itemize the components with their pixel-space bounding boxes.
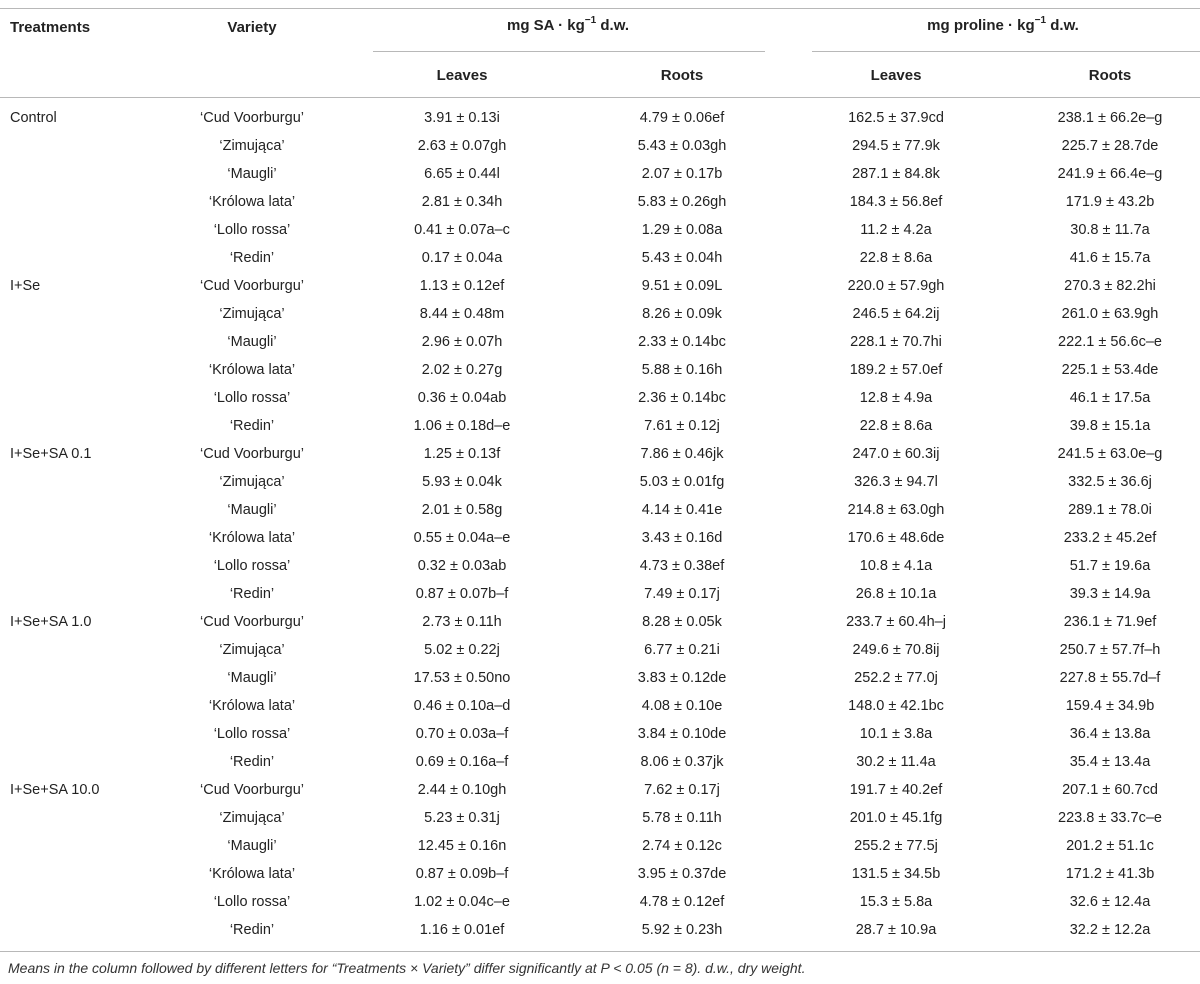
variety-cell: ‘Redin’	[229, 418, 275, 434]
variety-cell: ‘Redin’	[229, 922, 275, 938]
sa-leaves-cell: 3.91 ± 0.13i	[424, 110, 500, 126]
proline-roots-cell: 41.6 ± 15.7a	[1069, 250, 1151, 266]
sa-roots-cell: 3.84 ± 0.10de	[637, 726, 727, 742]
treatment-label: I+Se	[10, 278, 41, 294]
proline-leaves-cell: 326.3 ± 94.7l	[854, 474, 938, 490]
proline-roots-cell: 233.2 ± 45.2ef	[1063, 530, 1157, 546]
variety-cell: ‘Maugli’	[227, 838, 277, 854]
sa-leaves-cell: 2.63 ± 0.07gh	[417, 138, 507, 154]
sa-leaves-cell: 5.23 ± 0.31j	[424, 810, 500, 826]
sa-leaves-cell: 1.13 ± 0.12ef	[419, 278, 505, 294]
variety-cell: ‘Królowa lata’	[208, 194, 296, 210]
proline-leaves-cell: 246.5 ± 64.2ij	[852, 306, 940, 322]
proline-roots-cell: 270.3 ± 82.2hi	[1064, 278, 1156, 294]
sa-leaves-cell: 0.87 ± 0.07b–f	[415, 586, 509, 602]
sa-roots-cell: 5.43 ± 0.03gh	[637, 138, 727, 154]
variety-cell: ‘Królowa lata’	[208, 866, 296, 882]
variety-cell: ‘Maugli’	[227, 670, 277, 686]
proline-roots-cell: 241.9 ± 66.4e–g	[1057, 166, 1163, 182]
sa-group-rule	[373, 51, 765, 52]
proline-leaves-cell: 28.7 ± 10.9a	[855, 922, 937, 938]
variety-cell: ‘Zimująca’	[219, 810, 285, 826]
sa-leaves-cell: 2.96 ± 0.07h	[421, 334, 503, 350]
proline-roots-cell: 225.7 ± 28.7de	[1061, 138, 1159, 154]
proline-roots-cell: 46.1 ± 17.5a	[1069, 390, 1151, 406]
proline-roots-cell: 171.2 ± 41.3b	[1065, 866, 1155, 882]
sa-roots-cell: 4.08 ± 0.10e	[641, 698, 723, 714]
variety-cell: ‘Królowa lata’	[208, 362, 296, 378]
top-rule	[0, 8, 1200, 9]
variety-cell: ‘Cud Voorburgu’	[200, 278, 304, 294]
proline-roots-cell: 51.7 ± 19.6a	[1069, 558, 1151, 574]
header-proline-group: mg proline · $kg^{-1}$ d.w.	[927, 15, 1079, 34]
proline-leaves-cell: 170.6 ± 48.6de	[847, 530, 945, 546]
sa-leaves-cell: 5.02 ± 0.22j	[424, 642, 500, 658]
sa-leaves-cell: 1.16 ± 0.01ef	[419, 922, 505, 938]
sa-roots-cell: 5.43 ± 0.04h	[641, 250, 723, 266]
proline-leaves-cell: 228.1 ± 70.7hi	[850, 334, 942, 350]
proline-leaves-cell: 294.5 ± 77.9k	[852, 138, 940, 154]
variety-cell: ‘Cud Voorburgu’	[200, 614, 304, 630]
sa-roots-cell: 3.95 ± 0.37de	[637, 866, 727, 882]
table-bottom-rule	[0, 951, 1200, 952]
proline-leaves-cell: 189.2 ± 57.0ef	[849, 362, 943, 378]
sa-leaves-cell: 5.93 ± 0.04k	[422, 474, 502, 490]
proline-leaves-cell: 131.5 ± 34.5b	[851, 866, 941, 882]
proline-roots-cell: 30.8 ± 11.7a	[1070, 222, 1150, 238]
header-sa-group: mg SA · $kg^{-1}$ d.w.	[507, 15, 629, 34]
sa-leaves-cell: 1.02 ± 0.04c–e	[414, 894, 510, 910]
sa-leaves-cell: 0.55 ± 0.04a–e	[413, 530, 511, 546]
variety-cell: ‘Królowa lata’	[208, 530, 296, 546]
proline-roots-cell: 159.4 ± 34.9b	[1065, 698, 1155, 714]
sa-leaves-cell: 1.25 ± 0.13f	[423, 446, 501, 462]
proline-leaves-cell: 22.8 ± 8.6a	[859, 250, 933, 266]
sa-roots-cell: 4.73 ± 0.38ef	[639, 558, 725, 574]
sa-roots-cell: 9.51 ± 0.09L	[641, 278, 723, 294]
proline-roots-cell: 35.4 ± 13.4a	[1069, 754, 1151, 770]
treatment-label: I+Se+SA 10.0	[10, 782, 100, 798]
sa-roots-cell: 7.86 ± 0.46jk	[640, 446, 724, 462]
sa-roots-cell: 1.29 ± 0.08a	[641, 222, 723, 238]
proline-leaves-cell: 162.5 ± 37.9cd	[848, 110, 944, 126]
table-footnote: Means in the column followed by different letters for “Treatments × Variety” differ significantly at P < 0.05 (n = 8). d.w., dry weight.	[8, 960, 806, 976]
proline-leaves-cell: 287.1 ± 84.8k	[852, 166, 940, 182]
proline-leaves-cell: 191.7 ± 40.2ef	[849, 782, 943, 798]
treatment-label: I+Se+SA 0.1	[10, 446, 92, 462]
variety-cell: ‘Lollo rossa’	[213, 894, 291, 910]
header-sa-leaves: Leaves	[436, 67, 488, 84]
proline-leaves-cell: 148.0 ± 42.1bc	[848, 698, 944, 714]
proline-roots-cell: 207.1 ± 60.7cd	[1062, 782, 1158, 798]
proline-leaves-cell: 220.0 ± 57.9gh	[847, 278, 945, 294]
sa-leaves-cell: 2.81 ± 0.34h	[421, 194, 503, 210]
proline-roots-cell: 261.0 ± 63.9gh	[1061, 306, 1159, 322]
variety-cell: ‘Lollo rossa’	[213, 726, 291, 742]
proline-leaves-cell: 249.6 ± 70.8ij	[852, 642, 940, 658]
proline-roots-cell: 36.4 ± 13.8a	[1069, 726, 1151, 742]
proline-leaves-cell: 30.2 ± 11.4a	[856, 754, 936, 770]
sa-roots-cell: 8.26 ± 0.09k	[642, 306, 722, 322]
variety-cell: ‘Lollo rossa’	[213, 222, 291, 238]
proline-roots-cell: 289.1 ± 78.0i	[1068, 502, 1152, 518]
sa-leaves-cell: 17.53 ± 0.50no	[413, 670, 511, 686]
sa-roots-cell: 5.78 ± 0.11h	[642, 810, 722, 826]
header-bottom-rule	[0, 97, 1200, 98]
sa-roots-cell: 8.06 ± 0.37jk	[640, 754, 724, 770]
sa-leaves-cell: 0.70 ± 0.03a–f	[415, 726, 509, 742]
sa-leaves-cell: 0.69 ± 0.16a–f	[415, 754, 509, 770]
variety-cell: ‘Królowa lata’	[208, 698, 296, 714]
proline-roots-cell: 32.2 ± 12.2a	[1069, 922, 1151, 938]
proline-leaves-cell: 201.0 ± 45.1fg	[849, 810, 943, 826]
proline-leaves-cell: 214.8 ± 63.0gh	[847, 502, 945, 518]
proline-leaves-cell: 11.2 ± 4.2a	[860, 222, 932, 238]
header-sa-roots: Roots	[660, 67, 704, 84]
proline-roots-cell: 250.7 ± 57.7f–h	[1059, 642, 1161, 658]
sa-leaves-cell: 2.44 ± 0.10gh	[417, 782, 507, 798]
variety-cell: ‘Cud Voorburgu’	[200, 110, 304, 126]
sa-leaves-cell: 0.87 ± 0.09b–f	[415, 866, 509, 882]
header-proline-roots: Roots	[1088, 67, 1132, 84]
sa-roots-cell: 6.77 ± 0.21i	[644, 642, 720, 658]
proline-roots-cell: 39.3 ± 14.9a	[1069, 586, 1151, 602]
variety-cell: ‘Maugli’	[227, 166, 277, 182]
proline-roots-cell: 201.2 ± 51.1c	[1066, 838, 1154, 854]
variety-cell: ‘Cud Voorburgu’	[200, 446, 304, 462]
sa-leaves-cell: 2.01 ± 0.58g	[421, 502, 503, 518]
proline-leaves-cell: 10.1 ± 3.8a	[859, 726, 933, 742]
proline-leaves-cell: 15.3 ± 5.8a	[859, 894, 933, 910]
sa-leaves-cell: 0.17 ± 0.04a	[421, 250, 503, 266]
header-variety: Variety	[227, 19, 277, 36]
sa-roots-cell: 5.88 ± 0.16h	[641, 362, 723, 378]
sa-leaves-cell: 0.36 ± 0.04ab	[417, 390, 507, 406]
sa-leaves-cell: 0.32 ± 0.03ab	[417, 558, 507, 574]
proline-roots-cell: 171.9 ± 43.2b	[1065, 194, 1155, 210]
sa-roots-cell: 2.07 ± 0.17b	[641, 166, 723, 182]
variety-cell: ‘Cud Voorburgu’	[200, 782, 304, 798]
sa-leaves-cell: 8.44 ± 0.48m	[419, 306, 505, 322]
proline-leaves-cell: 233.7 ± 60.4h–j	[846, 614, 946, 630]
proline-leaves-cell: 252.2 ± 77.0j	[854, 670, 938, 686]
sa-roots-cell: 7.61 ± 0.12j	[644, 418, 720, 434]
variety-cell: ‘Maugli’	[227, 502, 277, 518]
proline-leaves-cell: 184.3 ± 56.8ef	[849, 194, 943, 210]
sa-roots-cell: 3.83 ± 0.12de	[637, 670, 727, 686]
sa-leaves-cell: 2.73 ± 0.11h	[422, 614, 502, 630]
proline-leaves-cell: 12.8 ± 4.9a	[859, 390, 933, 406]
sa-leaves-cell: 0.41 ± 0.07a–c	[414, 222, 510, 238]
sa-roots-cell: 4.14 ± 0.41e	[641, 502, 723, 518]
variety-cell: ‘Zimująca’	[219, 474, 285, 490]
proline-leaves-cell: 247.0 ± 60.3ij	[852, 446, 940, 462]
proline-group-rule	[812, 51, 1200, 52]
header-proline-leaves: Leaves	[870, 67, 922, 84]
sa-roots-cell: 2.36 ± 0.14bc	[638, 390, 726, 406]
proline-roots-cell: 32.6 ± 12.4a	[1069, 894, 1151, 910]
variety-cell: ‘Zimująca’	[219, 138, 285, 154]
header-treatments: Treatments	[10, 19, 91, 36]
sa-roots-cell: 3.43 ± 0.16d	[641, 530, 723, 546]
sa-roots-cell: 2.74 ± 0.12c	[642, 838, 722, 854]
sa-roots-cell: 5.92 ± 0.23h	[641, 922, 723, 938]
proline-leaves-cell: 26.8 ± 10.1a	[855, 586, 937, 602]
sa-leaves-cell: 6.65 ± 0.44l	[424, 166, 500, 182]
proline-leaves-cell: 255.2 ± 77.5j	[854, 838, 938, 854]
proline-roots-cell: 332.5 ± 36.6j	[1068, 474, 1152, 490]
sa-roots-cell: 8.28 ± 0.05k	[642, 614, 722, 630]
proline-roots-cell: 236.1 ± 71.9ef	[1063, 614, 1157, 630]
treatment-label: Control	[10, 110, 57, 126]
variety-cell: ‘Lollo rossa’	[213, 390, 291, 406]
proline-roots-cell: 222.1 ± 56.6c–e	[1058, 334, 1162, 350]
proline-roots-cell: 227.8 ± 55.7d–f	[1059, 670, 1161, 686]
variety-cell: ‘Redin’	[229, 586, 275, 602]
proline-roots-cell: 241.5 ± 63.0e–g	[1057, 446, 1163, 462]
sa-leaves-cell: 12.45 ± 0.16n	[417, 838, 507, 854]
sa-roots-cell: 2.33 ± 0.14bc	[638, 334, 726, 350]
proline-roots-cell: 225.1 ± 53.4de	[1061, 362, 1159, 378]
proline-roots-cell: 238.1 ± 66.2e–g	[1057, 110, 1163, 126]
variety-cell: ‘Redin’	[229, 250, 275, 266]
variety-cell: ‘Zimująca’	[219, 306, 285, 322]
sa-leaves-cell: 2.02 ± 0.27g	[421, 362, 503, 378]
sa-roots-cell: 4.79 ± 0.06ef	[639, 110, 725, 126]
variety-cell: ‘Lollo rossa’	[213, 558, 291, 574]
proline-roots-cell: 223.8 ± 33.7c–e	[1058, 810, 1162, 826]
variety-cell: ‘Maugli’	[227, 334, 277, 350]
sa-leaves-cell: 0.46 ± 0.10a–d	[413, 698, 511, 714]
sa-roots-cell: 5.83 ± 0.26gh	[637, 194, 727, 210]
variety-cell: ‘Zimująca’	[219, 642, 285, 658]
sa-roots-cell: 7.49 ± 0.17j	[644, 586, 720, 602]
proline-leaves-cell: 22.8 ± 8.6a	[859, 418, 933, 434]
proline-roots-cell: 39.8 ± 15.1a	[1069, 418, 1151, 434]
sa-leaves-cell: 1.06 ± 0.18d–e	[413, 418, 511, 434]
sa-roots-cell: 5.03 ± 0.01fg	[639, 474, 725, 490]
sa-roots-cell: 4.78 ± 0.12ef	[639, 894, 725, 910]
proline-leaves-cell: 10.8 ± 4.1a	[859, 558, 933, 574]
sa-roots-cell: 7.62 ± 0.17j	[644, 782, 720, 798]
variety-cell: ‘Redin’	[229, 754, 275, 770]
treatment-label: I+Se+SA 1.0	[10, 614, 92, 630]
